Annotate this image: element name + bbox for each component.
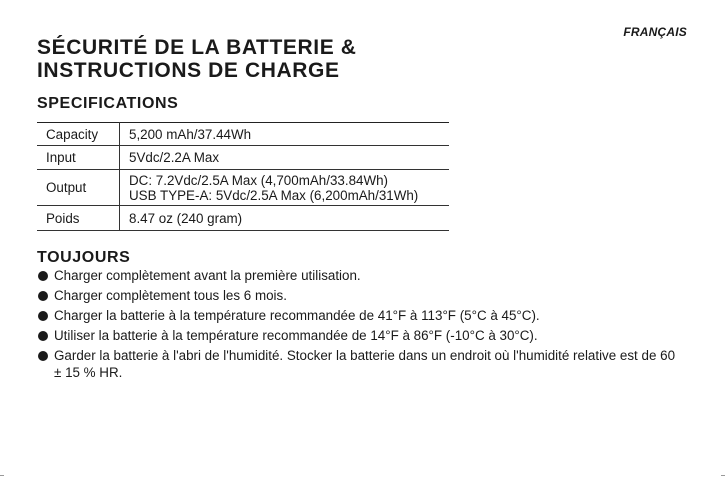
spec-label-input: Input: [37, 146, 120, 170]
list-item: [37, 267, 677, 284]
bullet-icon: [38, 311, 48, 321]
list-item-text: Garder la batterie à l'abri de l'humidité. Stocker la batterie dans un endroit où l'humidité relative est de 60 ± 15 % HR.: [54, 348, 676, 380]
table-row: [37, 170, 449, 206]
spec-value-line: 5,200 mAh/37.44Wh: [129, 126, 252, 142]
table-row: [37, 206, 449, 231]
bullet-icon: [38, 291, 48, 301]
list-item-text: Charger complètement tous les 6 mois.: [54, 288, 287, 303]
spec-value-line: DC: 7.2Vdc/2.5A Max (4,700mAh/33.84Wh): [129, 172, 389, 188]
list-item-text: Charger la batterie à la température recommandée de 41°F à 113°F (5°C à 45°C).: [54, 308, 540, 323]
spec-value-weight: [120, 206, 450, 231]
list-item: [37, 307, 677, 324]
always-heading: TOUJOURS: [37, 249, 131, 266]
bullet-icon: [38, 331, 48, 341]
crop-mark: [721, 475, 725, 480]
page-title-line-2: INSTRUCTIONS DE CHARGE: [37, 59, 340, 82]
specifications-table: [37, 122, 449, 231]
table-row: [37, 146, 449, 170]
page-title: [37, 36, 357, 82]
spec-label-weight: Poids: [37, 206, 120, 231]
bullet-icon: [38, 271, 48, 281]
list-item: [37, 327, 677, 344]
list-item: [37, 347, 677, 381]
language-label: FRANÇAIS: [623, 25, 687, 39]
spec-value-line: USB TYPE-A: 5Vdc/2.5A Max (6,200mAh/31Wh): [129, 187, 419, 203]
list-item-text: Charger complètement avant la première utilisation.: [54, 268, 361, 283]
spec-label-capacity: Capacity: [37, 123, 120, 146]
spec-value-capacity: [120, 123, 450, 146]
spec-value-line: 5Vdc/2.2A Max: [129, 150, 220, 165]
specifications-heading: SPECIFICATIONS: [37, 95, 179, 112]
spec-value-input: [120, 146, 450, 170]
bullet-icon: [38, 351, 48, 361]
always-list: [37, 267, 677, 384]
table-row: [37, 123, 449, 146]
list-item: [37, 287, 677, 304]
page-title-line-1: SÉCURITÉ DE LA BATTERIE &: [37, 36, 357, 59]
list-item-text: Utiliser la batterie à la température recommandée de 14°F à 86°F (-10°C à 30°C).: [54, 328, 538, 343]
spec-value-line: 8.47 oz (240 gram): [129, 210, 243, 226]
spec-value-output: [120, 170, 450, 206]
crop-mark: [0, 475, 4, 480]
spec-label-output: Output: [37, 170, 120, 206]
